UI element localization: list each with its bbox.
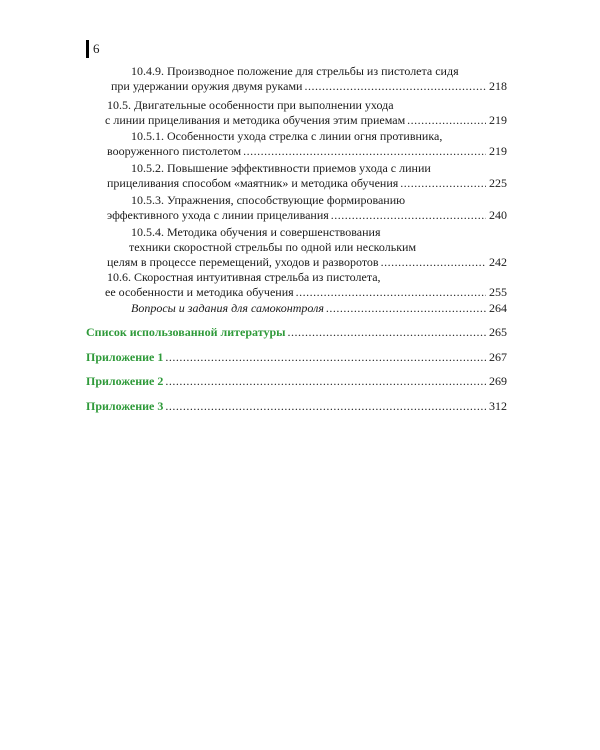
leader-dots xyxy=(381,255,486,270)
toc-entry-title: вооруженного пистолетом xyxy=(107,144,242,158)
toc-entry-line: 10.5.2. Повышение эффективности приемов ухода с линии xyxy=(131,161,431,175)
leader-dots xyxy=(326,301,486,316)
toc-entry-title: Список использованной литературы xyxy=(86,325,286,339)
leader-dots xyxy=(296,285,486,300)
toc-entry-title: Вопросы и задания для самоконтроля xyxy=(131,301,324,315)
toc-page-number: 240 xyxy=(489,208,507,222)
toc-page-number: 218 xyxy=(489,79,507,93)
toc-entry xyxy=(111,64,507,94)
toc-entry-line: 10.4.9. Производное положение для стрельбы из пистолета сидя xyxy=(131,64,459,78)
leader-dots xyxy=(400,176,486,191)
toc-page-number: 269 xyxy=(489,374,507,388)
toc-entry xyxy=(86,399,507,414)
toc-entry-title: ее особенности и методика обучения xyxy=(105,285,294,299)
toc-entry-title: Приложение 3 xyxy=(86,399,164,413)
toc-page-number: 242 xyxy=(489,255,507,269)
toc-entry-title: целям в процессе перемещений, уходов и разворотов xyxy=(107,255,379,269)
toc-entry xyxy=(107,129,507,159)
toc-entry xyxy=(107,270,507,300)
leader-dots xyxy=(304,79,486,94)
toc-entry-line: 10.5.3. Упражнения, способствующие формированию xyxy=(131,193,406,207)
toc-page-number: 312 xyxy=(489,399,507,413)
page-number: 6 xyxy=(93,41,100,56)
toc-entry-line: 10.5.1. Особенности ухода стрелка с линии огня противника, xyxy=(131,129,443,143)
toc-page-number: 219 xyxy=(489,144,507,158)
toc-entry-line: техники скоростной стрельбы по одной или нескольким xyxy=(129,240,417,254)
toc-page-number: 264 xyxy=(489,301,507,315)
toc-page-number: 255 xyxy=(489,285,507,299)
toc-entry-title: эффективного ухода с линии прицеливания xyxy=(107,208,329,222)
leader-dots xyxy=(243,144,486,159)
toc-entry xyxy=(131,301,507,316)
toc-entry xyxy=(107,225,507,270)
toc-page-number: 225 xyxy=(489,176,507,190)
toc-entry xyxy=(107,161,507,191)
toc-entry-title: прицеливания способом «маятник» и методика обучения xyxy=(107,176,399,190)
toc-entry xyxy=(107,193,507,223)
toc-entry-line: 10.6. Скоростная интуитивная стрельба из пистолета, xyxy=(107,270,381,284)
leader-dots xyxy=(331,208,486,223)
toc-entry xyxy=(107,98,507,128)
toc-entry xyxy=(86,325,507,340)
leader-dots xyxy=(165,399,486,414)
toc-entry-line: 10.5. Двигательные особенности при выполнении ухода xyxy=(107,98,394,112)
leader-dots xyxy=(165,374,486,389)
toc-entry xyxy=(86,374,507,389)
leader-dots xyxy=(407,113,486,128)
leader-dots xyxy=(165,350,486,365)
toc-entry xyxy=(86,350,507,365)
toc-entry-title: с линии прицеливания и методика обучения этим приемам xyxy=(105,113,406,127)
toc-page-number: 267 xyxy=(489,350,507,364)
toc-page-number: 265 xyxy=(489,325,507,339)
toc-entry-title: при удержании оружия двумя руками xyxy=(111,79,303,93)
toc-page-number: 219 xyxy=(489,113,507,127)
toc-entry-title: Приложение 2 xyxy=(86,374,164,388)
toc-entry-line: 10.5.4. Методика обучения и совершенствования xyxy=(131,225,381,239)
leader-dots xyxy=(288,325,487,340)
toc-entry-title: Приложение 1 xyxy=(86,350,164,364)
